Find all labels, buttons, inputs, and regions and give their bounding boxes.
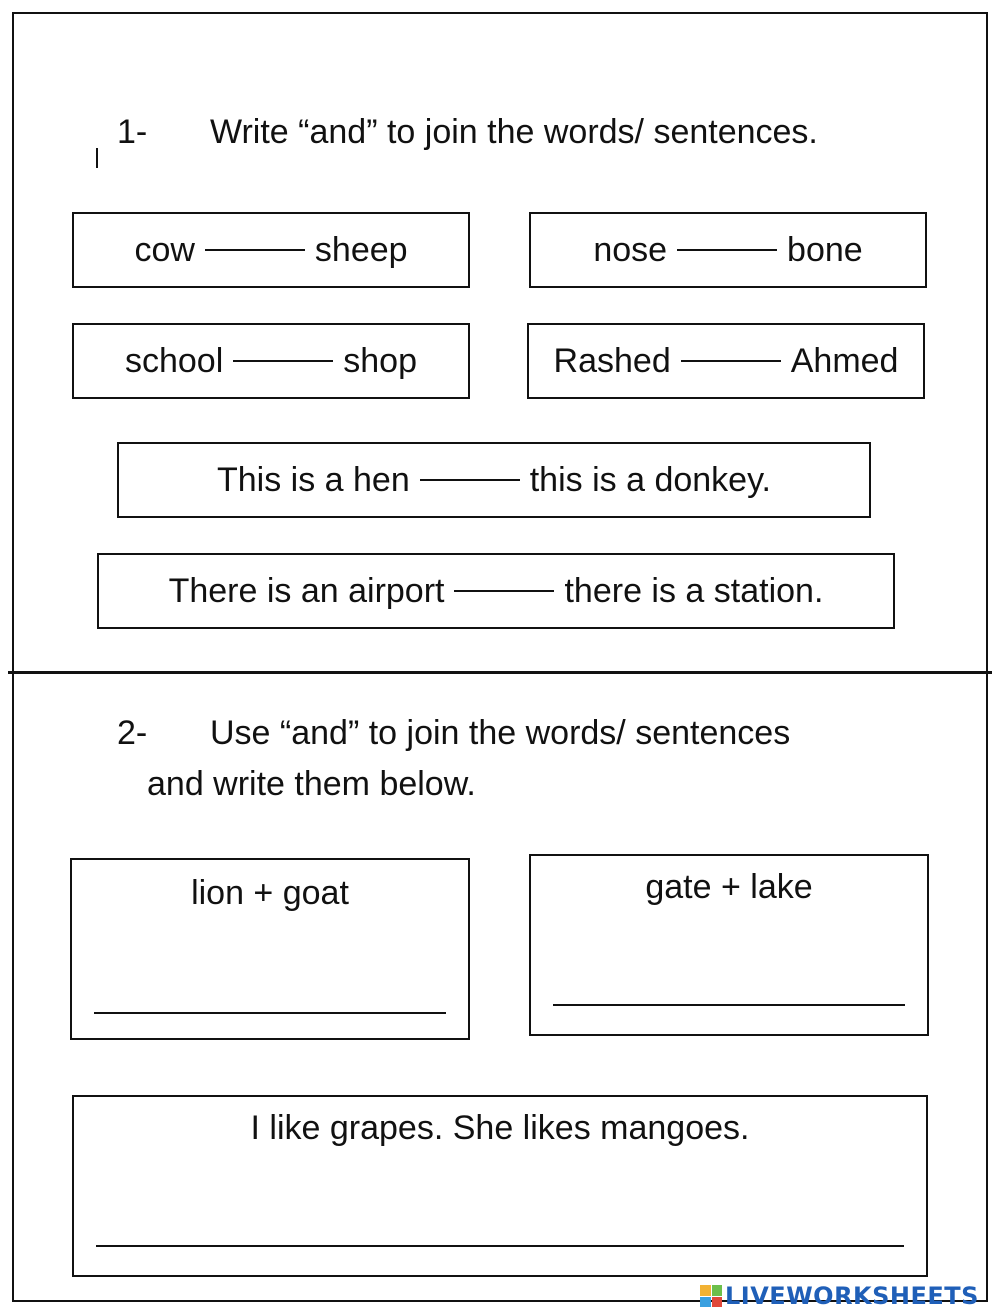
exercise-5-left: This is a hen (216, 460, 410, 499)
exercise-3-left: school (124, 341, 224, 380)
section1-heading (117, 112, 818, 152)
exercise-5-right: this is a donkey. (529, 460, 772, 499)
exercise-5-blank[interactable] (420, 479, 520, 481)
write-box-1-answer-line[interactable] (94, 1012, 446, 1014)
exercise-4-right: Ahmed (790, 341, 899, 380)
section2-instruction-line2: and write them below. (147, 765, 476, 803)
exercise-4-left: Rashed (553, 341, 671, 380)
text-cursor-mark (96, 148, 98, 168)
exercise-1-blank[interactable] (205, 249, 305, 251)
write-box-3 (72, 1095, 928, 1277)
exercise-6-right: there is a station. (564, 571, 824, 610)
section1-instruction: Write “and” to join the words/ sentences. (210, 113, 818, 151)
exercise-box-4 (527, 323, 925, 399)
exercise-4-blank[interactable] (681, 360, 781, 362)
exercise-2-blank[interactable] (677, 249, 777, 251)
write-box-1-prompt: lion + goat (191, 874, 349, 912)
section2-number: 2- (117, 714, 148, 752)
exercise-box-5 (117, 442, 871, 518)
exercise-3-right: shop (343, 341, 417, 380)
exercise-6-left: There is an airport (168, 571, 445, 610)
section2-instruction-line1: Use “and” to join the words/ sentences (210, 714, 791, 752)
exercise-1-left: cow (134, 230, 195, 269)
write-box-1 (70, 858, 470, 1040)
exercise-box-1 (72, 212, 470, 288)
exercise-box-3 (72, 323, 470, 399)
logo-text: LIVEWORKSHEETS (725, 1282, 979, 1310)
exercise-3-blank[interactable] (233, 360, 333, 362)
exercise-box-2 (529, 212, 927, 288)
exercise-2-right: bone (787, 230, 863, 269)
exercise-2-left: nose (593, 230, 668, 269)
section2-heading (117, 713, 790, 753)
section1-number: 1- (117, 113, 148, 151)
logo-grid-icon (700, 1285, 722, 1307)
exercise-6-blank[interactable] (454, 590, 554, 592)
write-box-2-answer-line[interactable] (553, 1004, 905, 1006)
write-box-3-answer-line[interactable] (96, 1245, 904, 1247)
section-divider (8, 671, 992, 674)
write-box-2 (529, 854, 929, 1036)
write-box-3-prompt: I like grapes. She likes mangoes. (250, 1109, 750, 1147)
exercise-box-6 (97, 553, 895, 629)
liveworksheets-logo (700, 1282, 979, 1310)
write-box-2-prompt: gate + lake (645, 868, 813, 906)
exercise-1-right: sheep (314, 230, 408, 269)
